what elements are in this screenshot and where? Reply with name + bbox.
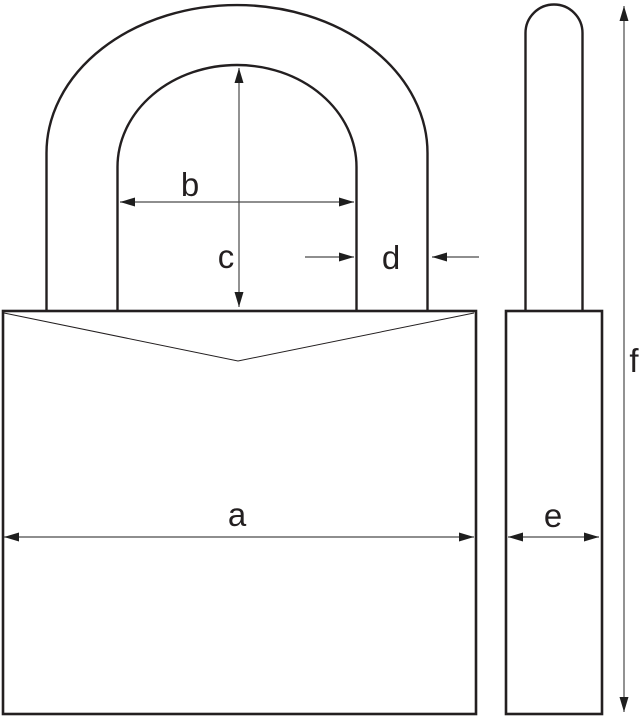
dimension-e xyxy=(508,497,599,537)
side-shackle-outline xyxy=(526,5,583,312)
dimension-a-label: a xyxy=(227,496,247,533)
dimension-b-label: b xyxy=(180,166,200,203)
front-shackle-inner-outline xyxy=(118,65,357,311)
dimension-b xyxy=(120,166,354,203)
dimension-e-label: e xyxy=(543,497,563,534)
dimension-f-label: f xyxy=(629,342,639,379)
front-shackle-outer-outline xyxy=(47,5,428,311)
dimension-d-label: d xyxy=(381,239,401,276)
body-top-chevron xyxy=(4,313,474,361)
dimension-d xyxy=(305,239,479,276)
dimension-f xyxy=(624,6,639,712)
dimension-a xyxy=(4,496,474,537)
padlock-side-view xyxy=(506,5,602,715)
dimension-c xyxy=(218,68,239,307)
dimension-c-label: c xyxy=(217,238,235,275)
